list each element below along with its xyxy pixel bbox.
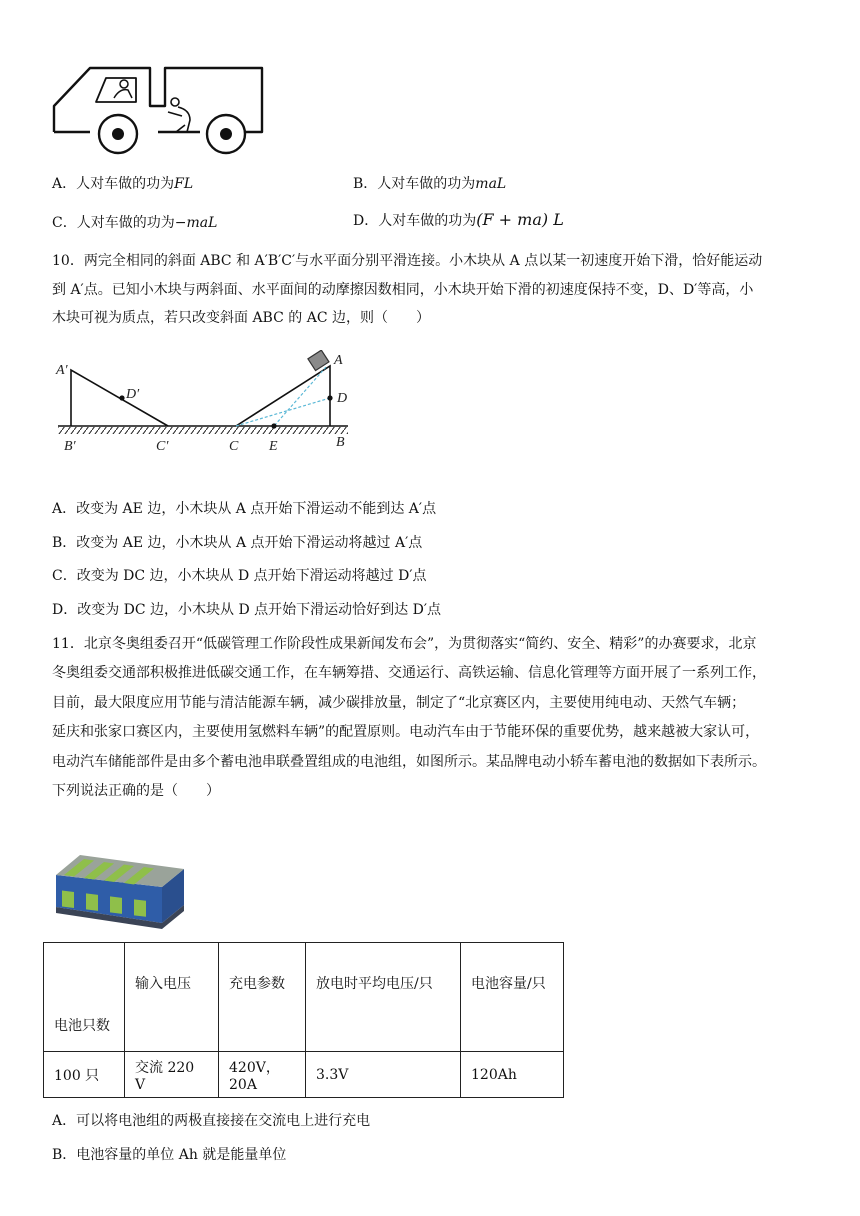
battery-data-table xyxy=(43,942,564,1098)
q9-option-a: A．人对车做的功为FL xyxy=(52,176,194,192)
q10-options xyxy=(52,493,812,627)
q11-options xyxy=(52,1104,812,1172)
label-a: A xyxy=(334,353,343,368)
header-discharge-voltage: 放电时平均电压/只 xyxy=(306,943,461,1052)
truck-figure xyxy=(40,50,280,165)
q10-stem: 10．两完全相同的斜面 ABC 和 A′B′C′与水平面分别平滑连接。小木块从 A 点以某一初速度开始下滑，恰好能运动 到 A′点。已知小木块与两斜面、水平面间的动摩擦因数相同，小木块开始下滑的初速度保持不变，D、D′等高，小 木块可视为质点，若只改变斜面 ABC 的 AC 边，则（ ） xyxy=(52,253,763,327)
label-b-prime: B′ xyxy=(64,439,76,454)
label-d: D xyxy=(337,391,348,406)
header-input-voltage: 输入电压 xyxy=(125,943,219,1052)
cell-charge-params: 420V，20A xyxy=(219,1052,306,1098)
point-d-prime xyxy=(119,395,124,400)
q10-option-d: D．改变为 DC 边，小木块从 D 点开始下滑运动恰好到达 D′点 xyxy=(52,601,442,618)
q11-option-b: B．电池容量的单位 Ah 就是能量单位 xyxy=(52,1147,287,1163)
label-c-prime: C′ xyxy=(156,439,169,454)
header-capacity: 电池容量/只 xyxy=(461,943,564,1052)
cell-capacity: 120Ah xyxy=(461,1052,564,1098)
q9-option-d: D．人对车做的功为(F + ma) L xyxy=(353,210,564,229)
cell-discharge-voltage: 3.3V xyxy=(306,1052,461,1098)
header-charge-params: 充电参数 xyxy=(219,943,306,1052)
label-a-prime: A′ xyxy=(56,363,68,378)
q9-option-c: C．人对车做的功为−maL xyxy=(52,215,218,231)
incline-figure xyxy=(50,350,360,455)
q10-option-b: B．改变为 AE 边，小木块从 A 点开始下滑运动将越过 A′点 xyxy=(52,534,423,551)
header-battery-count: 电池只数 xyxy=(44,943,125,1052)
q9-option-b: B．人对车做的功为maL xyxy=(353,176,507,192)
cell-input-voltage: 交流 220 V xyxy=(125,1052,219,1098)
label-d-prime: D′ xyxy=(126,387,140,402)
point-d xyxy=(327,395,332,400)
q11-option-a: A．可以将电池组的两极直接接在交流电上进行充电 xyxy=(52,1113,371,1129)
battery-pack-image xyxy=(50,835,190,935)
label-b: B xyxy=(336,435,345,450)
q11-stem: 11．北京冬奥组委召开“低碳管理工作阶段性成果新闻发布会”，为贯彻落实“简约、安全、精彩”的办赛要求，北京 冬奥组委交通部积极推进低碳交通工作，在车辆筹措、交通运行、高铁运输、信息化管理等方面开展了一系列工作， 目前，最大限度应用节能与清洁能源车辆，减少碳排放量，制定了“北京赛区内，主要使用纯电动、天然气车辆； 延庆和张家口赛区内，主要使用氢燃料车辆”的配置原则。电动汽车由于节能环保的重要优势，越来越被大家认可， 电动汽车储能部件是由多个蓄电池串联叠置组成的电池组，如图所示。某品牌电动小轿车蓄电池的数据如下表所示。 下列说法正确的是（ ） xyxy=(52,636,766,800)
label-e: E xyxy=(269,439,278,454)
label-c: C xyxy=(229,439,239,454)
point-e xyxy=(271,423,276,428)
q10-option-a: A．改变为 AE 边，小木块从 A 点开始下滑运动不能到达 A′点 xyxy=(52,501,437,517)
cell-battery-count: 100 只 xyxy=(44,1052,125,1098)
q10-option-c: C．改变为 DC 边，小木块从 D 点开始下滑运动将越过 D′点 xyxy=(52,568,427,584)
